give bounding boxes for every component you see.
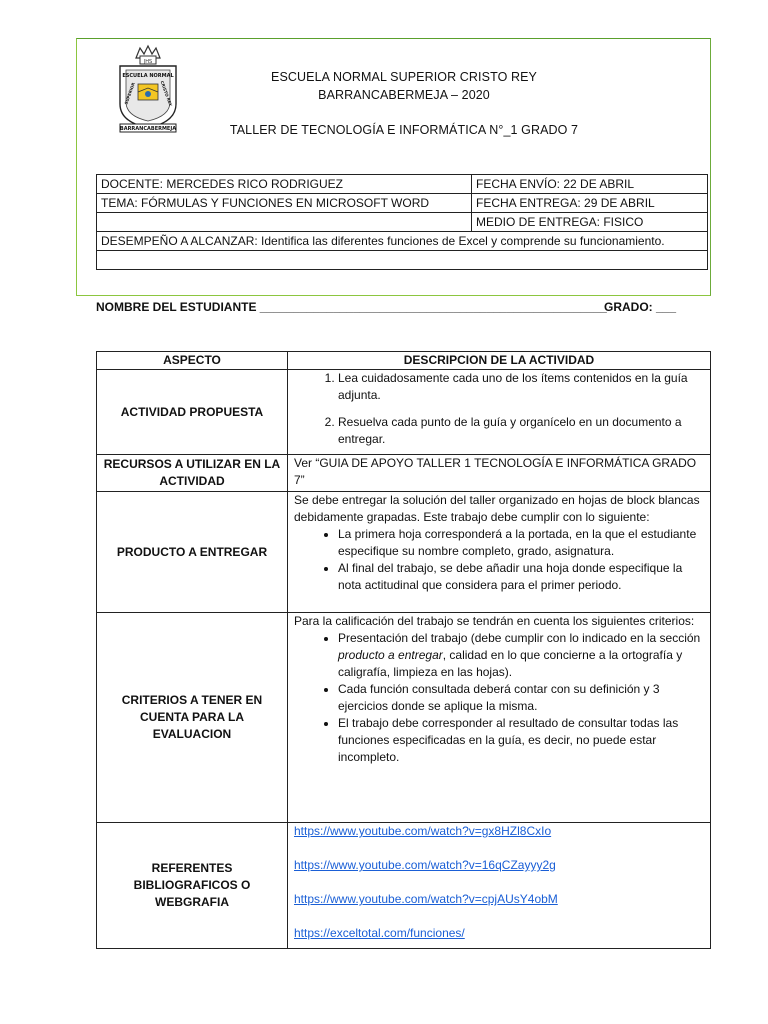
medio-cell: MEDIO DE ENTREGA: FISICO (472, 213, 708, 232)
workshop-title: TALLER DE TECNOLOGÍA E INFORMÁTICA N°_1 GRADO 7 (229, 123, 579, 137)
grade-label: GRADO: ___ (604, 300, 677, 314)
criterios-intro: Para la calificación del trabajo se tendrán en cuenta los siguientes criterios: (294, 614, 695, 628)
reference-link[interactable]: https://www.youtube.com/watch?v=gx8HZl8CxIo (294, 824, 552, 838)
student-line (96, 300, 706, 314)
list-item: • El trabajo debe corresponder al resultado de consultar todas las funciones especificadas en la guía, es decir, no puede estar incompleto. (338, 715, 706, 766)
list-item: 1. Lea cuidadosamente cada uno de los ítems contenidos en la guía adjunta. (338, 370, 706, 404)
empty-cell (97, 213, 472, 232)
school-name: ESCUELA NORMAL SUPERIOR CRISTO REY (271, 70, 537, 84)
fecha-entrega-cell: FECHA ENTREGA: 29 DE ABRIL (472, 194, 708, 213)
city-year: BARRANCABERMEJA – 2020 (318, 88, 490, 102)
header-aspect: ASPECTO (97, 352, 288, 370)
aspect-actividad: ACTIVIDAD PROPUESTA (97, 370, 288, 455)
logo-text-left: SUPERIOR (123, 81, 136, 106)
desc-criterios (288, 613, 711, 823)
criterio-text: Presentación del trabajo (debe cumplir con lo indicado en la sección (338, 631, 701, 645)
aspect-producto: PRODUCTO A ENTREGAR (97, 492, 288, 613)
aspect-recursos: RECURSOS A UTILIZAR EN LA ACTIVIDAD (97, 455, 288, 492)
student-name-label: NOMBRE DEL ESTUDIANTE ____________________________________________________ (96, 300, 607, 314)
activity-table (96, 351, 711, 949)
reference-link[interactable]: https://www.youtube.com/watch?v=cpjAUsY4obM (294, 892, 558, 906)
aspect-criterios: CRITERIOS A TENER EN CUENTA PARA LA EVALUACION (97, 613, 288, 823)
info-table (96, 174, 708, 270)
desc-referentes (288, 823, 711, 949)
logo-text-bottom: BARRANCABERMEJA (119, 126, 177, 132)
svg-text:JHS: JHS (143, 59, 153, 65)
reference-link[interactable]: https://www.youtube.com/watch?v=16qCZayyy2g (294, 858, 556, 872)
list-item (338, 630, 706, 681)
reference-link[interactable]: https://exceltotal.com/funciones/ (294, 926, 465, 940)
criterio-text: , calidad en lo que concierne a la ortografía y caligrafía, limpieza en las hojas). (338, 648, 683, 679)
docente-cell: DOCENTE: MERCEDES RICO RODRIGUEZ (97, 175, 472, 194)
fecha-envio-cell: FECHA ENVÍO: 22 DE ABRIL (472, 175, 708, 194)
logo-text-right: CRISTO REY (159, 80, 174, 107)
blank-row (97, 251, 708, 270)
list-item: • Cada función consultada deberá contar con su definición y 3 ejercicios donde se aplique la misma. (338, 681, 706, 715)
logo-text-top: ESCUELA NORMAL (122, 73, 174, 79)
desc-producto (288, 492, 711, 613)
desc-actividad (288, 370, 711, 455)
tema-cell: TEMA: FÓRMULAS Y FUNCIONES EN MICROSOFT WORD (97, 194, 472, 213)
criterio-emphasis: producto a entregar (338, 648, 443, 662)
list-item: • Al final del trabajo, se debe añadir una hoja donde especifique la nota actitudinal que considera para el primer periodo. (338, 560, 706, 594)
header-description: DESCRIPCION DE LA ACTIVIDAD (288, 352, 711, 370)
desempeno-cell: DESEMPEÑO A ALCANZAR: Identifica las diferentes funciones de Excel y comprende su funcionamiento. (97, 232, 708, 251)
list-item: • La primera hoja corresponderá a la portada, en la que el estudiante especifique su nombre completo, grado, asignatura. (338, 526, 706, 560)
desc-recursos: Ver “GUIA DE APOYO TALLER 1 TECNOLOGÍA E INFORMÁTICA GRADO 7” (288, 455, 711, 492)
producto-intro: Se debe entregar la solución del taller organizado en hojas de block blancas debidamente grapadas. Este trabajo debe cumplir con lo siguiente: (294, 493, 700, 524)
aspect-referentes: REFERENTES BIBLIOGRAFICOS O WEBGRAFIA (97, 823, 288, 949)
list-item: 2. Resuelva cada punto de la guía y organícelo en un documento a entregar. (338, 414, 706, 448)
